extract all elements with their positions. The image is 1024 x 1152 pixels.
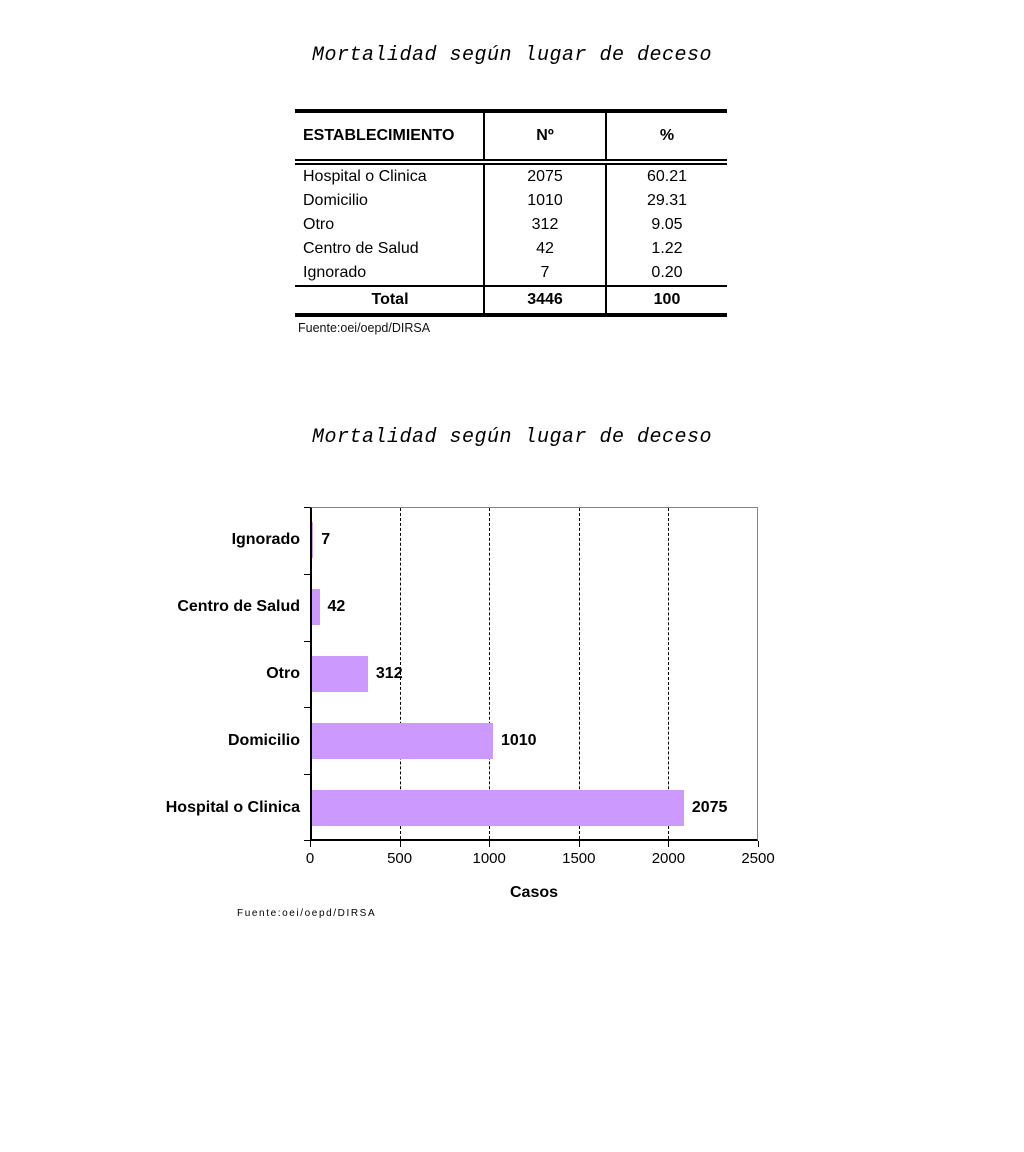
table-cell: 312 — [484, 213, 606, 237]
table-row — [295, 261, 727, 286]
bar — [312, 589, 320, 625]
table-row — [295, 162, 727, 189]
table-cell: 1.22 — [606, 237, 727, 261]
table-cell-total-pct: 100 — [606, 286, 727, 315]
table-total-row — [295, 286, 727, 315]
category-label: Ignorado — [231, 531, 300, 549]
table-cell: 2075 — [484, 162, 606, 189]
x-tick-label: 1500 — [562, 850, 596, 867]
table-cell: 60.21 — [606, 162, 727, 189]
x-tick — [310, 841, 311, 847]
x-tick-label: 2000 — [651, 850, 686, 867]
x-tick — [758, 841, 759, 847]
table-row — [295, 237, 727, 261]
col-header-establecimiento: ESTABLECIMIENTO — [295, 111, 484, 162]
y-tick — [304, 774, 310, 775]
table-cell-total-n: 3446 — [484, 286, 606, 315]
y-tick — [304, 707, 310, 708]
y-tick — [304, 641, 310, 642]
table-title: Mortalidad según lugar de deceso — [311, 44, 713, 67]
col-header-porcentaje: % — [606, 111, 727, 162]
mortality-table — [295, 109, 727, 317]
y-tick — [304, 507, 310, 508]
table-cell: 29.31 — [606, 189, 727, 213]
table-source-note: Fuente:oei/oepd/DIRSA — [298, 321, 431, 335]
bar-value-label: 2075 — [691, 798, 728, 816]
col-header-numero: Nº — [484, 111, 606, 162]
table-cell: Domicilio — [303, 192, 368, 209]
y-tick — [304, 840, 310, 841]
table-cell: Ignorado — [303, 264, 367, 281]
table-cell: Otro — [303, 216, 335, 233]
x-tick-label: 500 — [387, 850, 413, 867]
table-cell: 7 — [484, 261, 606, 286]
bar — [312, 723, 493, 759]
bar-value-label: 42 — [327, 598, 346, 616]
x-axis-label: Casos — [509, 884, 559, 901]
category-label: Otro — [266, 665, 300, 682]
table-cell-total-label: Total — [295, 286, 484, 315]
table-cell: 42 — [484, 237, 606, 261]
bar — [312, 790, 684, 826]
bar-value-label: 1010 — [500, 731, 537, 749]
table-cell: Centro de Salud — [303, 240, 419, 257]
chart-title: Mortalidad según lugar de deceso — [311, 426, 713, 449]
chart-source-note: Fuente:oei/oepd/DIRSA — [237, 908, 377, 919]
x-tick — [579, 841, 580, 847]
category-label: Hospital o Clinica — [165, 798, 300, 816]
table-header-row — [295, 111, 727, 162]
bar — [312, 522, 313, 558]
x-tick — [668, 841, 669, 847]
x-tick-label: 2500 — [741, 850, 775, 867]
bar — [312, 656, 368, 692]
table-cell: 0.20 — [606, 261, 727, 286]
bar-value-label: 7 — [321, 531, 331, 549]
x-tick-label: 0 — [305, 850, 315, 867]
x-tick-label: 1000 — [472, 850, 506, 867]
table-cell: 1010 — [484, 189, 606, 213]
x-tick — [489, 841, 490, 847]
table-cell: 9.05 — [606, 213, 727, 237]
category-label: Domicilio — [227, 731, 300, 749]
table-cell: Hospital o Clinica — [303, 168, 427, 185]
table-row — [295, 213, 727, 237]
x-tick — [400, 841, 401, 847]
bar-value-label: 312 — [375, 665, 403, 682]
category-label: Centro de Salud — [177, 598, 300, 616]
y-tick — [304, 574, 310, 575]
table-row — [295, 189, 727, 213]
